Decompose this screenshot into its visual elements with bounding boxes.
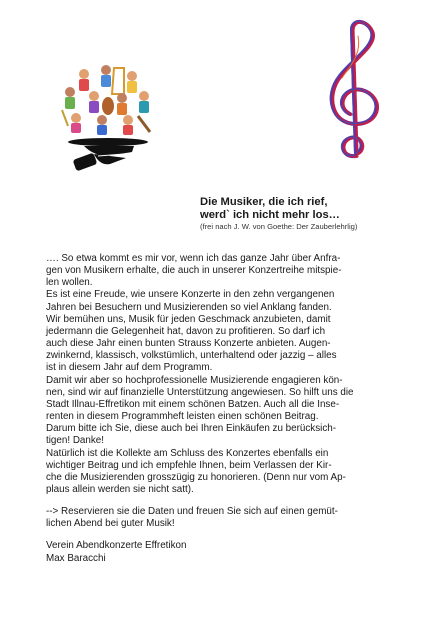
body-line: Damit wir aber so hochprofessionelle Musizierende engagieren kön- bbox=[46, 374, 343, 386]
body-line: zwinkernd, klassisch, volkstümlich, unterhaltend oder jazzig – alles bbox=[46, 350, 337, 362]
body-line: Darum bitte ich Sie, diese auch bei Ihren Einkäufen zu berücksich- bbox=[46, 423, 336, 435]
paragraph-main bbox=[46, 253, 406, 496]
letter-body bbox=[46, 253, 406, 565]
body-line: che die Musizierenden grosszügig zu honorieren. (Denn nur vom Ap- bbox=[46, 471, 346, 483]
musicians-on-platter-icon bbox=[54, 60, 162, 180]
body-line: tigen! Danke! bbox=[46, 435, 105, 447]
body-line: --> Reservieren sie die Daten und freuen Sie sich auf einen gemüt- bbox=[46, 506, 338, 518]
body-line: Jahren bei Besuchern und Musizierenden so viel Anklang fanden. bbox=[46, 301, 332, 313]
paragraph-reservation bbox=[46, 506, 406, 530]
paragraph-spacer bbox=[46, 496, 406, 506]
body-line: wichtiger Beitrag und ich empfehle Ihnen, beim Verlassen der Kir- bbox=[46, 459, 332, 471]
body-line: Wir bemühen uns, Musik für jeden Geschmack anzubieten, damit bbox=[46, 313, 331, 325]
body-line: Natürlich ist die Kollekte am Schluss des Konzertes ebenfalls ein bbox=[46, 447, 329, 459]
body-line: …. So etwa kommt es mir vor, wenn ich das ganze Jahr über Anfra- bbox=[46, 253, 341, 264]
body-line: gen von Musikern erhalte, die auch in unserer Konzertreihe mitspie- bbox=[46, 265, 342, 277]
quote-line-1: Die Musiker, die ich rief, bbox=[200, 196, 328, 208]
signature-block bbox=[46, 540, 406, 564]
body-line: Stadt Illnau-Effretikon mit einem schönen Batzen. Auch all die Inse- bbox=[46, 398, 340, 410]
body-line: plaus allein werden sie nicht satt). bbox=[46, 483, 194, 495]
body-line: renten in diesem Programmheft leisten einen schönen Beitrag. bbox=[46, 411, 319, 423]
body-line: nen, sind wir auf finanzielle Unterstützung angewiesen. So hilft uns die bbox=[46, 386, 354, 398]
body-line: len wollen. bbox=[46, 277, 93, 289]
body-line: lichen Abend bei guter Musik! bbox=[46, 518, 175, 530]
body-line: ist in diesem Jahr auf dem Programm. bbox=[46, 362, 213, 374]
quote-source: (frei nach J. W. von Goethe: Der Zauberlehrlig) bbox=[200, 222, 358, 231]
body-line: auch diese Jahr einen bunten Strauss Konzerte anbieten. Augen- bbox=[46, 338, 331, 350]
quote-line-2: werd` ich nicht mehr los… bbox=[200, 209, 340, 221]
quote-block bbox=[200, 196, 430, 232]
signature-organization: Verein Abendkonzerte Effretikon bbox=[46, 540, 187, 552]
body-line: jedermann die Gelegenheit hat, davon zu profitieren. So darf ich bbox=[46, 325, 326, 337]
body-line: Es ist eine Freude, wie unsere Konzerte in den zehn vergangenen bbox=[46, 289, 335, 301]
treble-clef-icon bbox=[312, 16, 394, 166]
signature-name: Max Baracchi bbox=[46, 552, 106, 564]
paragraph-spacer bbox=[46, 530, 406, 540]
